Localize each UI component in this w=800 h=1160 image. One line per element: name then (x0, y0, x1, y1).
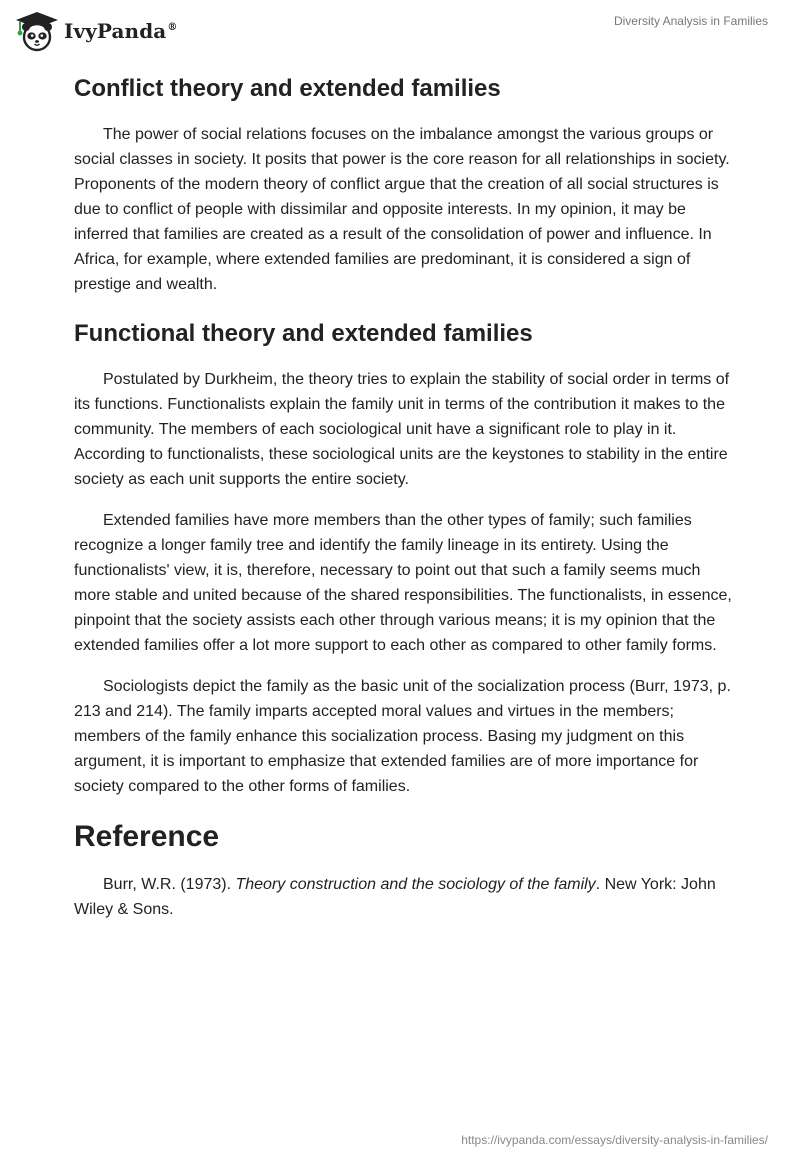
logo-wordmark: IvyPanda® (64, 19, 178, 43)
paragraph: Sociologists depict the family as the basic unit of the socialization process (Burr, 1973, p. 213 and 214). The family imparts accepted moral values and virtues in the members; members of the family enhance this socialization process. Basing my judgment on this argument, it is important to emphasize that extended families are of more importance for society compared to the other forms of families. (74, 678, 731, 795)
source-url[interactable]: https://ivypanda.com/essays/diversity-analysis-in-families/ (461, 1133, 768, 1147)
reference-author-year: Burr, W.R. (1973). (103, 876, 236, 893)
registered-mark: ® (167, 22, 178, 34)
reference-publisher: . New York: John Wiley & Sons. (74, 876, 716, 918)
paragraph: The power of social relations focuses on the imbalance amongst the various groups or social classes in society. It posits that power is the core reason for all relationships in society. Proponents of the modern theory of conflict argue that the creation of all social structures is due to conflict of people with dissimilar and opposite interests. In my opinion, it may be inferred that families are created as a result of the consolidation of power and influence. In Africa, for example, where extended families are predominant, it is considered a sign of prestige and wealth. (74, 126, 730, 293)
section-title-functional-theory: Functional theory and extended families (74, 320, 533, 347)
document-title: Diversity Analysis in Families (613, 14, 768, 28)
panda-graduate-icon (14, 10, 60, 52)
reference-heading: Reference (74, 820, 220, 853)
ivypanda-logo[interactable] (14, 10, 177, 52)
reference-book-title: Theory construction and the sociology of the family (235, 876, 596, 893)
paragraph: Extended families have more members than the other types of family; such families recognize a longer family tree and identify the family lineage in its entirety. Using the functionalists' view, it is, therefore, necessary to point out that such a family seems much more stable and united because of the shared responsibilities. The functionalists, in essence, pinpoint that the society assists each other through various means; it is my opinion that the extended families offer a lot more support to each other as compared to other family forms. (74, 512, 732, 654)
reference-entry (74, 872, 734, 922)
section-title-conflict-theory: Conflict theory and extended families (74, 75, 501, 102)
essay-content (74, 72, 734, 922)
paragraph: Postulated by Durkheim, the theory tries to explain the stability of social order in terms of its functions. Functionalists explain the family unit in terms of the contribution it makes to the community. The members of each sociological unit have a significant role to play in it. According to functionalists, these sociological units are the keystones to stability in the entire society as each unit supports the entire society. (74, 371, 730, 488)
page-header (0, 0, 800, 60)
